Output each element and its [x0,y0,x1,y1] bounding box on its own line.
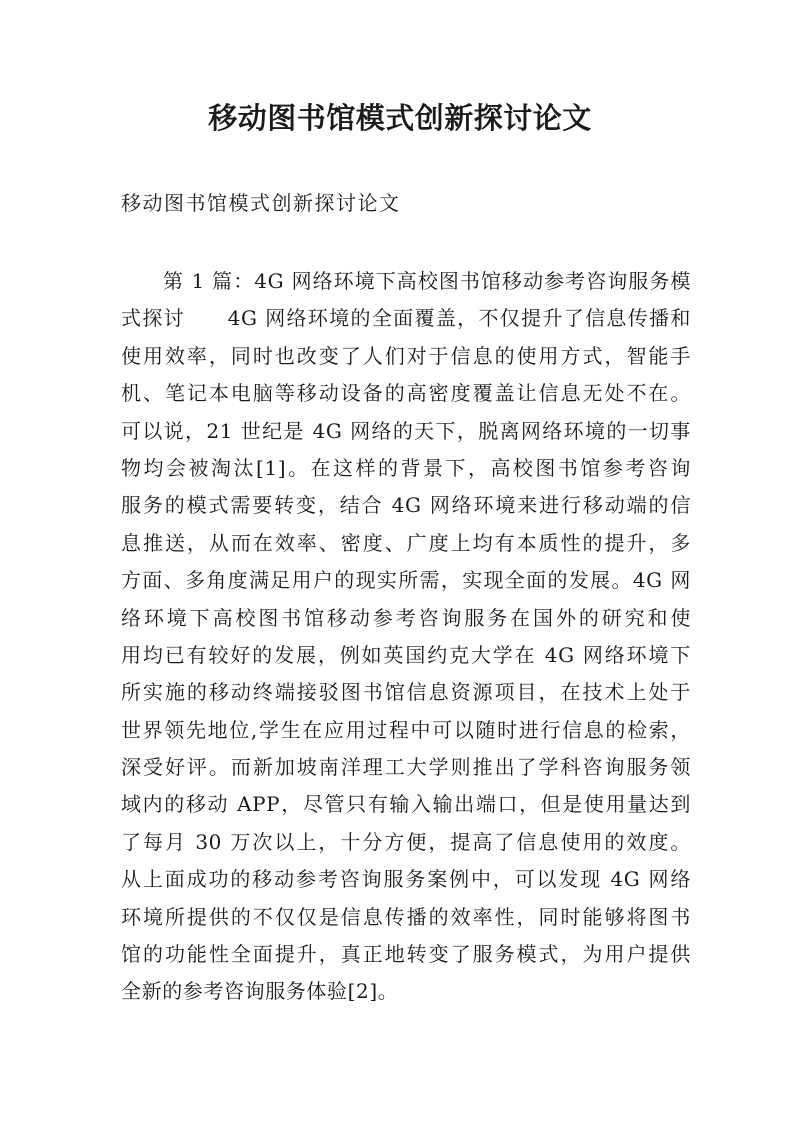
body-line: 了每月 30 万次以上，十分方便，提高了信息使用的效度。 [121,829,691,854]
body-line: 服务的模式需要转变，结合 4G 网络环境来进行移动端的信 [121,493,691,518]
body-line: 域内的移动 APP，尽管只有输入输出端口，但是使用量达到 [121,792,691,817]
body-line: 从上面成功的移动参考咨询服务案例中，可以发现 4G 网络 [121,867,691,892]
body-line: 馆的功能性全面提升，真正地转变了服务模式，为用户提供 [121,942,691,967]
body-line: 所实施的移动终端接驳图书馆信息资源项目，在技术上处于 [121,680,691,705]
body-line: 物均会被淘汰[1]。在这样的背景下，高校图书馆参考咨询 [121,455,691,480]
body-line: 世界领先地位,学生在应用过程中可以随时进行信息的检索， [121,717,691,742]
body-line: 络环境下高校图书馆移动参考咨询服务在国外的研究和使 [121,605,691,630]
body-line: 方面、多角度满足用户的现实所需，实现全面的发展。4G 网 [121,568,691,593]
body-line: 使用效率，同时也改变了人们对于信息的使用方式，智能手 [121,343,691,368]
body-line: 可以说，21 世纪是 4G 网络的天下，脱离网络环境的一切事 [121,418,691,443]
body-line: 用均已有较好的发展，例如英国约克大学在 4G 网络环境下 [121,642,691,667]
body-line: 息推送，从而在效率、密度、广度上均有本质性的提升，多 [121,530,691,555]
document-subtitle: 移动图书馆模式创新探讨论文 [121,191,401,215]
body-line: 环境所提供的不仅仅是信息传播的效率性，同时能够将图书 [121,904,691,929]
body-line: 式探讨 4G 网络环境的全面覆盖，不仅提升了信息传播和 [121,306,691,331]
body-line: 深受好评。而新加坡南洋理工大学则推出了学科咨询服务领 [121,755,691,780]
body-line: 全新的参考咨询服务体验[2]。 [121,979,399,1004]
document-title: 移动图书馆模式创新探讨论文 [208,101,592,135]
body-line: 机、笔记本电脑等移动设备的高密度覆盖让信息无处不在。 [121,381,691,406]
body-line: 第 1 篇：4G 网络环境下高校图书馆移动参考咨询服务模 [163,269,691,293]
body-paragraph [121,263,691,1011]
